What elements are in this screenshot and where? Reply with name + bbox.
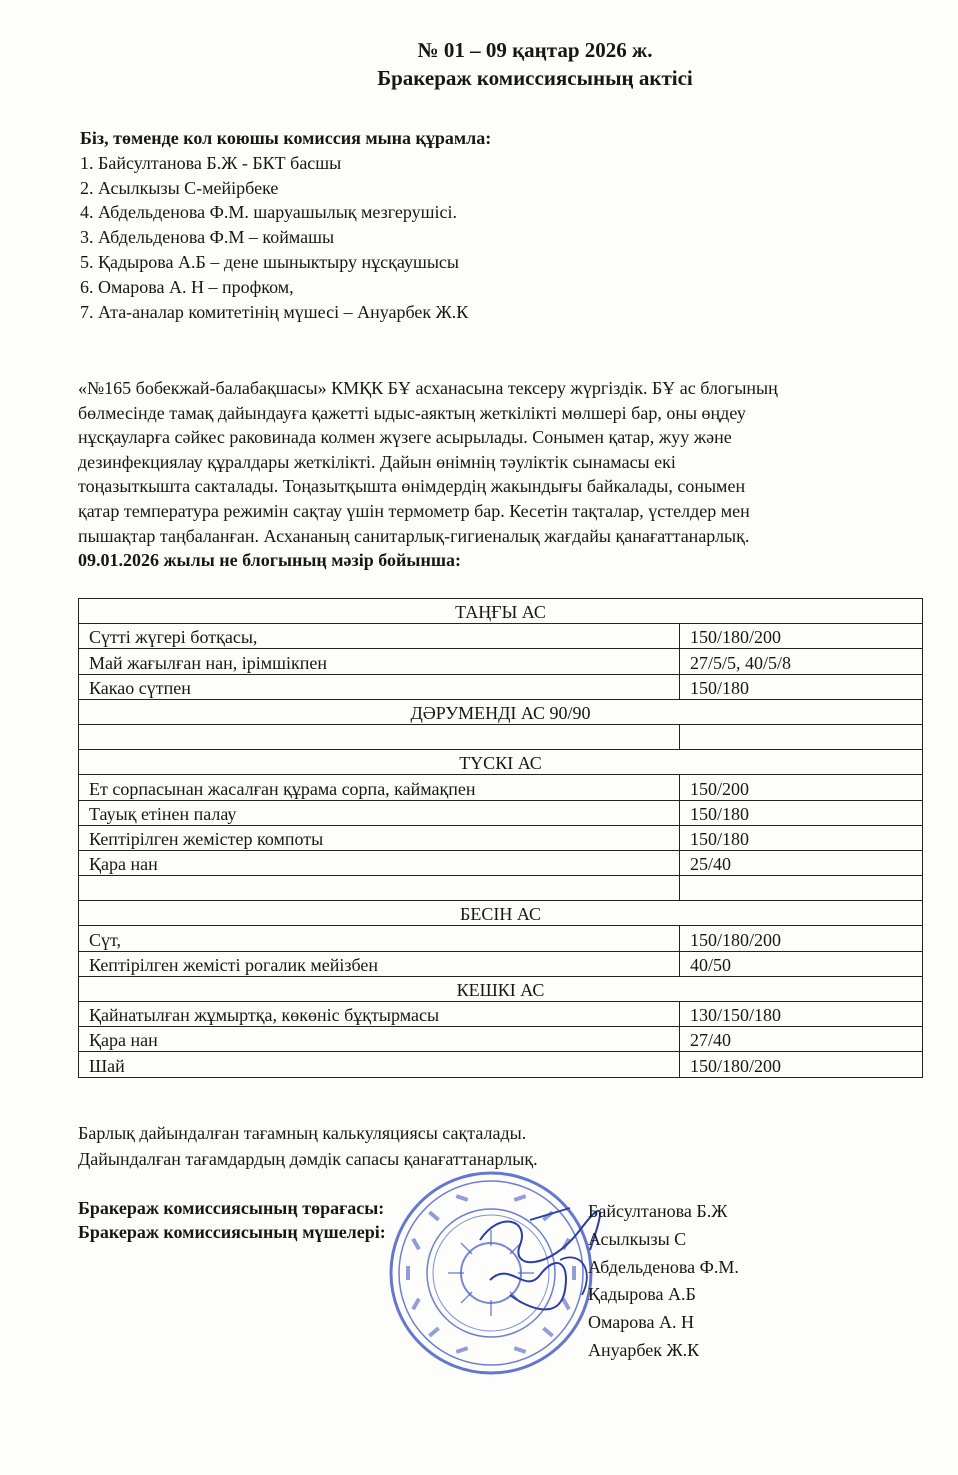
chair-label: Бракераж комиссиясының төрағасы: bbox=[78, 1198, 385, 1218]
table-row-empty bbox=[79, 724, 923, 749]
menu-heading: 09.01.2026 жылы не блогының мәзір бойынша: bbox=[78, 550, 462, 571]
table-row bbox=[79, 649, 923, 674]
table-row bbox=[79, 951, 923, 976]
paragraph-line: нұсқауларға сәйкес раковинада колмен жүзеге асырылады. Сонымен қатар, жуу және bbox=[78, 427, 732, 448]
member-item: 1. Байсултанова Б.Ж - БКТ басшы bbox=[80, 152, 342, 173]
meal-section-vitamin: ДӘРУМЕНДІ АС 90/90 bbox=[79, 699, 923, 724]
dish-portion: 150/180/200 bbox=[680, 1052, 923, 1077]
paragraph-line: пышақтар таңбаланған. Асхананың санитарлық-гигиеналық жағдайы қанағаттанарлық. bbox=[78, 525, 750, 546]
member-name: Ануарбек Ж.К bbox=[588, 1339, 700, 1360]
paragraph-line: «№165 бобекжай-балабақшасы» КМҚК БҰ асханасына тексеру жүргіздік. БҰ ас блогының bbox=[78, 378, 778, 398]
member-item: 7. Ата-аналар комитетінің мүшесі – Ануарбек Ж.К bbox=[80, 301, 469, 322]
conclusion-line: Барлық дайындалған тағамның калькуляциясы сақталады. bbox=[78, 1123, 527, 1143]
dish-name: Кептірілген жемісті рогалик мейізбен bbox=[79, 951, 680, 976]
paragraph-line: бөлмесінде тамақ дайындауға қажетті ыдыс-аяктың жеткілікті мөлшері бар, оны өңдеу bbox=[78, 402, 746, 423]
meal-section-breakfast: ТАҢҒЫ АС bbox=[79, 599, 923, 624]
dish-name: Сүтті жүгері ботқасы, bbox=[79, 624, 680, 649]
member-item: 2. Асылкызы С-мейірбеке bbox=[80, 177, 279, 198]
member-item: 5. Қадырова А.Б – дене шыныктыру нұсқаушысы bbox=[80, 251, 459, 272]
member-item: 4. Абдельденова Ф.М. шаруашылық мезгерушісі. bbox=[80, 202, 457, 223]
dish-name: Какао сүтпен bbox=[79, 674, 680, 699]
dish-portion: 150/180 bbox=[680, 800, 923, 825]
table-row bbox=[79, 825, 923, 850]
dish-name: Қара нан bbox=[79, 1027, 680, 1052]
dish-name: Қара нан bbox=[79, 850, 680, 875]
paragraph-line: дезинфекциялау құралдары жеткілікті. Дайын өнімнің тәуліктік сынамасы екі bbox=[78, 451, 676, 472]
conclusion-line: Дайындалған тағамдардың дәмдік сапасы қанағаттанарлық. bbox=[78, 1149, 538, 1169]
table-row bbox=[79, 775, 923, 800]
paragraph-line: қатар температура режимін сақтау үшін термометр бар. Кесетін тақталар, үстелдер мен bbox=[78, 500, 750, 521]
document-title: Бракераж комиссиясының актісі bbox=[377, 66, 693, 90]
dish-portion: 27/5/5, 40/5/8 bbox=[680, 649, 923, 674]
conclusion bbox=[78, 1120, 538, 1172]
inspection-paragraph bbox=[78, 376, 934, 573]
signature-labels bbox=[78, 1196, 386, 1244]
dish-name: Қайнатылған жұмыртқа, көкөніс бұқтырмасы bbox=[79, 1002, 680, 1027]
dish-portion: 130/150/180 bbox=[680, 1002, 923, 1027]
dish-name: Сүт, bbox=[79, 926, 680, 951]
table-row bbox=[79, 674, 923, 699]
dish-name: Кептірілген жемістер компоты bbox=[79, 825, 680, 850]
members-label: Бракераж комиссиясының мүшелері: bbox=[78, 1222, 386, 1242]
member-name: Абдельденова Ф.М. bbox=[588, 1256, 739, 1277]
meal-section-snack: БЕСІН АС bbox=[79, 901, 923, 926]
member-name: Қадырова А.Б bbox=[588, 1284, 696, 1305]
dish-portion: 150/180/200 bbox=[680, 624, 923, 649]
member-name: Асылкызы С bbox=[588, 1228, 687, 1249]
dish-portion: 150/200 bbox=[680, 775, 923, 800]
dish-portion: 40/50 bbox=[680, 951, 923, 976]
meal-section-lunch: ТҮСКІ АС bbox=[79, 750, 923, 775]
table-row bbox=[79, 926, 923, 951]
member-item: 6. Омарова А. Н – профком, bbox=[80, 276, 294, 297]
dish-portion: 25/40 bbox=[680, 850, 923, 875]
dish-name: Май жағылған нан, ірімшікпен bbox=[79, 649, 680, 674]
table-row-empty bbox=[79, 876, 923, 901]
act-number-date: № 01 – 09 қаңтар 2026 ж. bbox=[417, 38, 653, 62]
table-row bbox=[79, 1027, 923, 1052]
table-row bbox=[79, 624, 923, 649]
table-row bbox=[79, 1002, 923, 1027]
dish-portion: 150/180 bbox=[680, 674, 923, 699]
commission-intro bbox=[80, 126, 491, 324]
paragraph-line: тоңазыткышта сакталады. Тоңазытқышта өнімдердің жакындығы байкалады, сонымен bbox=[78, 476, 746, 497]
table-row bbox=[79, 800, 923, 825]
dish-name: Шай bbox=[79, 1052, 680, 1077]
dish-portion: 150/180 bbox=[680, 825, 923, 850]
chair-name: Байсултанова Б.Ж bbox=[588, 1201, 728, 1221]
menu-table bbox=[78, 598, 923, 1078]
member-item: 3. Абдельденова Ф.М – коймашы bbox=[80, 227, 335, 248]
signatory-names bbox=[588, 1198, 739, 1365]
member-name: Омарова А. Н bbox=[588, 1312, 695, 1333]
table-row bbox=[79, 1052, 923, 1077]
meal-section-dinner: КЕШКІ АС bbox=[79, 976, 923, 1001]
dish-name: Тауық етінен палау bbox=[79, 800, 680, 825]
dish-name: Ет сорпасынан жасалған құрама сорпа, каймақпен bbox=[79, 775, 680, 800]
dish-portion: 150/180/200 bbox=[680, 926, 923, 951]
intro-lead: Біз, төменде кол коюшы комиссия мына құрамла: bbox=[80, 128, 492, 148]
dish-portion: 27/40 bbox=[680, 1027, 923, 1052]
table-row bbox=[79, 850, 923, 875]
